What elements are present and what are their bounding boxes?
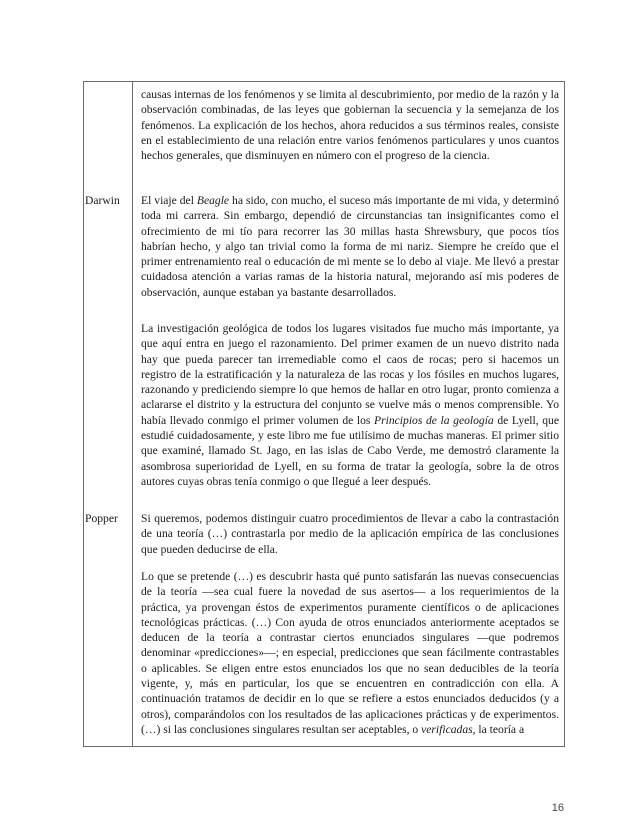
quote-paragraph: Lo que se pretende (…) es descubrir hasta qué punto satisfarán las nuevas consecuencias de la teoría —sea cual fuere la novedad de sus asertos— a los requerimientos de la práctica, ya provengan éstos de experimentos puramente científicos o de aplicaciones tecnológicas prácticas. (…) Con ayuda de otros enunciados anteriormente aceptados se deducen de la teoría a contrastar ciertos enunciados singulares —que podremos denominar «predicciones»—; en especial, predicciones que sean fácilmente contrastables o aplicables. Se eligen entre estos enunciados los que no sean deducibles de la teoría vigente, y, más en particular, los que se encuentren en contradicción con ella. A continuación tratamos de decidir en lo que se refiere a estos enunciados deducidos (y a otros), comparándolos con los resultados de las aplicaciones prácticas y de experimentos. (…) si las conclusiones singulares resultan ser aceptables, o verificadas, la teoría a xyxy=(141,570,559,736)
page-number: 16 xyxy=(551,802,564,814)
author-label: Darwin xyxy=(85,194,120,207)
quote-paragraph: causas internas de los fenómenos y se limita al descubrimiento, por medio de la razón y la observación combinadas, de las leyes que gobiernan la secuencia y la semejanza de los fenómenos. La explicación de los hechos, ahora reducidos a sus términos reales, consiste en el establecimiento de una relación entre varios fenómenos particulares y unos cuantos hechos generales, que disminuyen en número con el progreso de la ciencia. xyxy=(141,88,559,163)
author-label: Popper xyxy=(85,512,118,525)
quote-paragraph: La investigación geológica de todos los lugares visitados fue mucho más importante, ya que aquí entra en juego el razonamiento. Del primer examen de un nuevo distrito nada hay que pueda parecer tan irremediable como el caos de rocas; pero si hacemos un registro de la estratificación y la naturaleza de las rocas y los fósiles en muchos lugares, razonando y prediciendo siempre lo que hemos de hallar en otro lugar, pronto comienza a aclararse el distrito y la estructura del conjunto se vuelve más o menos comprensible. Yo había llevado conmigo el primer volumen de los Principios de la geología de Lyell, que estudié cuidadosamente, y este libro me fue utilísimo de muchas maneras. El primer sitio que examiné, llamado St. Jago, en las islas de Cabo Verde, me demostró claramente la asombrosa superioridad de Lyell, en su forma de tratar la geología, sobre la de otros autores cuyas obras tenía conmigo o que llegué a leer después. xyxy=(141,322,559,488)
quotes-table xyxy=(83,81,565,747)
column-divider xyxy=(132,82,133,746)
quote-paragraph: Si queremos, podemos distinguir cuatro procedimientos de llevar a cabo la contrastación de una teoría (…) contrastarla por medio de la aplicación empírica de las conclusiones que pueden deducirse de ella. xyxy=(141,512,559,556)
quote-paragraph: El viaje del Beagle ha sido, con mucho, el suceso más importante de mi vida, y determinó toda mi carrera. Sin embargo, dependió de circunstancias tan insignificantes como el ofrecimiento de mi tío para recorrer las 30 millas hasta Shrewsbury, que pocos tíos habrían hecho, y algo tan trivial como la forma de mi nariz. Siempre he creído que el primer entrenamiento real o educación de mi mente se lo debo al viaje. Me llevó a prestar cuidadosa atención a varias ramas de la historia natural, mejorando así mis poderes de observación, aunque estaban ya bastante desarrollados. xyxy=(141,194,559,299)
